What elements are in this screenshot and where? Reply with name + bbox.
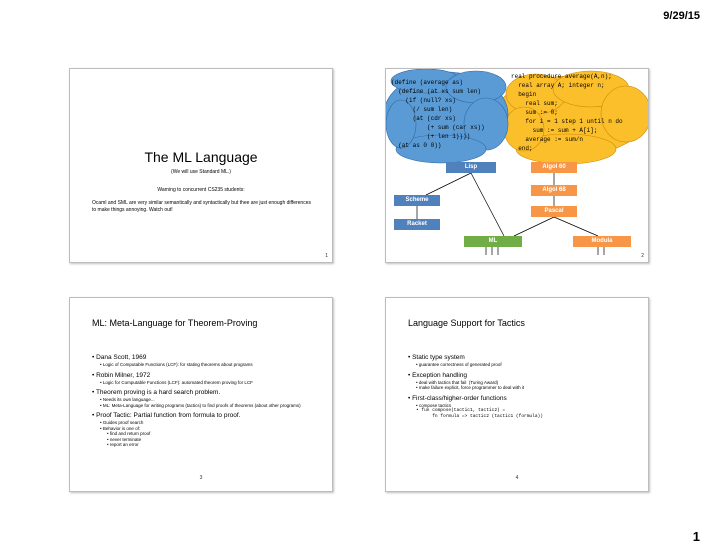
slide-3-title: ML: Meta-Language for Theorem-Proving (92, 318, 258, 328)
slide-1-warning: Warning to concurrent CS235 students: (157, 187, 245, 193)
slide-3[interactable] (69, 297, 333, 492)
bullet-item: • report an error (107, 442, 139, 447)
bullet-item: fn formula => tactic2 (tactic1 (formula)) (416, 413, 543, 419)
bullet-item: • never terminate (107, 436, 142, 442)
slide-number: 2 (641, 253, 644, 259)
language-family-diagram (386, 69, 648, 262)
bullet-item: • Logic of Computable Functions (LCF): for stating theorems about programs (100, 362, 253, 367)
slide-1-body: Ocaml and SML are very similar semantically and syntactically but thee are just enough differences to make things annoying. Watch out! (92, 200, 311, 213)
slide-1-subtitle: (We will use Standard ML.) (171, 169, 231, 175)
bullet-item: • Needs its own language... (100, 397, 155, 402)
bullet-item: • ML: Meta-Language for writing programs (tactics) to find proofs of theorems (about other programs) (100, 402, 301, 408)
node-algol-68: Algol 68 (531, 185, 577, 196)
code-line: (if (null? xs) (391, 97, 456, 104)
bullet-item: • deal with tactics that fail (Turing Award) (416, 379, 499, 385)
node-lisp: Lisp (446, 162, 496, 173)
code-line: real procedure average(A,n); (511, 73, 612, 80)
page-number: 1 (692, 529, 700, 544)
node-modula: Modula (573, 236, 631, 247)
page-date: 9/29/15 (663, 10, 700, 22)
slide-4-bullets (408, 350, 638, 419)
slide-4-title: Language Support for Tactics (408, 318, 525, 328)
slide-1-title: The ML Language (144, 149, 258, 165)
slide-3-bullets (92, 350, 322, 448)
bullet-item: • Theorem proving is a hard search problem. (92, 389, 221, 396)
code-line: average := sum/n (511, 136, 584, 143)
code-line: end; (511, 145, 533, 152)
node-racket: Racket (394, 219, 440, 230)
code-line: real array A; integer n; (511, 82, 605, 89)
slide-1[interactable] (69, 68, 333, 263)
code-line: (at (cdr xs) (391, 115, 456, 122)
node-scheme: Scheme (394, 195, 440, 206)
code-line: real sum; (511, 100, 558, 107)
code-line: (at as 0 0)) (391, 142, 442, 149)
slide-number: 1 (325, 253, 328, 259)
bullet-item: • Dana Scott, 1969 (92, 354, 147, 361)
bullet-item: • Static type system (408, 354, 465, 361)
bullet-item: • First-class/higher-order functions (408, 394, 507, 402)
code-line: (define (average as) (391, 79, 464, 86)
node-pascal: Pascal (531, 206, 577, 217)
node-algol-60: Algol 60 (531, 162, 577, 173)
bullet-item: • Proof Tactic: Partial function from formula to proof. (92, 412, 241, 419)
code-line: sum := 0; (511, 109, 558, 116)
code-line: sum := sum + A[i]; (511, 127, 598, 134)
slide-number: 4 (515, 475, 519, 481)
bullet-item: • fun compose(tactic1, tactic2) = (416, 408, 506, 413)
code-line: (+ sum (car xs)) (391, 124, 485, 131)
slide-number: 3 (199, 475, 203, 481)
bullet-item: • compose tactics (416, 402, 452, 408)
bullet-item: • Exception handling (408, 371, 468, 379)
slide-4[interactable] (385, 297, 649, 492)
code-line: (define (at xs sum len) (391, 88, 482, 95)
bullet-item: • guarantee correctness of generated proof (416, 362, 502, 367)
bullet-item: • make failure explicit, force programmer to deal with it (416, 385, 525, 390)
bullet-item: • Robin Milner, 1972 (92, 371, 151, 379)
code-line: (/ sum len) (391, 106, 453, 113)
code-line: (+ len 1)))) (391, 133, 471, 140)
bullet-item: • find and return proof (107, 431, 151, 436)
node-ml: ML (464, 236, 522, 247)
bullet-item: • Logic for Computable Functions (LCF): automated theorem proving for LCF (100, 379, 253, 385)
code-line: begin (511, 91, 537, 98)
code-line: for i = 1 step 1 until n do (511, 118, 623, 125)
bullet-item: • Guides proof search (100, 420, 144, 425)
bullet-item: • Behavior is one of: (100, 425, 141, 431)
slide-2[interactable] (385, 68, 649, 263)
